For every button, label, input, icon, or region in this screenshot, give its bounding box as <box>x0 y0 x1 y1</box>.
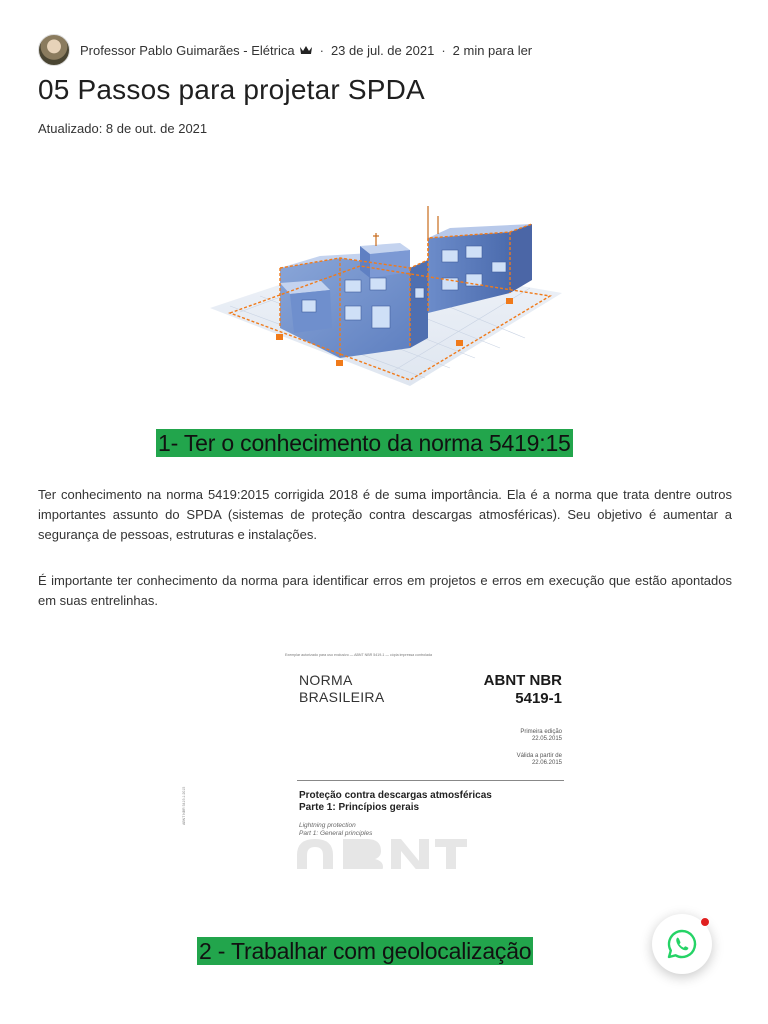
section-heading-norma: 1- Ter o conhecimento da norma 5419:15 <box>158 430 571 456</box>
crown-icon <box>299 45 313 55</box>
doc-side-stamp: ABNT NBR 5419-1:2015 <box>182 786 186 825</box>
section-heading-geolocalizacao: 2 - Trabalhar com geolocalização <box>199 938 532 964</box>
meta-separator: · <box>441 42 446 58</box>
author-avatar[interactable] <box>38 34 70 66</box>
whatsapp-chat-button[interactable] <box>652 914 712 974</box>
paragraph-norma-importance: É importante ter conhecimento da norma para identificar erros em projetos e erros em execução que estão apontados em suas entrelinhas. <box>38 573 732 608</box>
updated-date: Atualizado: 8 de out. de 2021 <box>38 121 208 136</box>
read-time: 2 min para ler <box>452 42 533 58</box>
meta-separator: · <box>319 42 324 58</box>
doc-subject: Proteção contra descargas atmosféricas Parte 1: Princípios gerais <box>299 790 492 813</box>
doc-norma-label: NORMA BRASILEIRA <box>299 672 385 705</box>
spda-building-illustration <box>210 188 562 388</box>
doc-english-title: Lightning protection Part 1: General principles <box>299 822 373 837</box>
notification-badge <box>700 917 710 927</box>
author-name[interactable]: Professor Pablo Guimarães - Elétrica <box>80 42 295 58</box>
abnt-logo-watermark <box>287 833 467 869</box>
paragraph-norma-intro: Ter conhecimento na norma 5419:2015 corrigida 2018 é de suma importância. Ela é a norma que trata dentre outros importantes assunto do SPDA (sistemas de proteção contra descargas atmosféricas). Seu objetivo é aumentar a segurança de pessoas, estruturas e instalações. <box>38 487 732 542</box>
doc-standard-code: ABNT NBR 5419-1 <box>483 672 562 707</box>
whatsapp-icon <box>666 928 698 960</box>
doc-valid-from: Válida a partir de 22.06.2015 <box>516 753 562 766</box>
doc-edition: Primeira edição 22.05.2015 <box>520 729 562 742</box>
post-date: 23 de jul. de 2021 <box>330 42 435 58</box>
post-meta <box>38 34 532 66</box>
abnt-standard-cover-image <box>182 647 582 869</box>
doc-header-stamp: Exemplar autorizado para uso exclusivo — ABNT NBR 5419-1 — cópia impressa controlada <box>285 653 432 657</box>
post-title: 05 Passos para projetar SPDA <box>38 74 425 105</box>
doc-divider <box>297 780 564 781</box>
